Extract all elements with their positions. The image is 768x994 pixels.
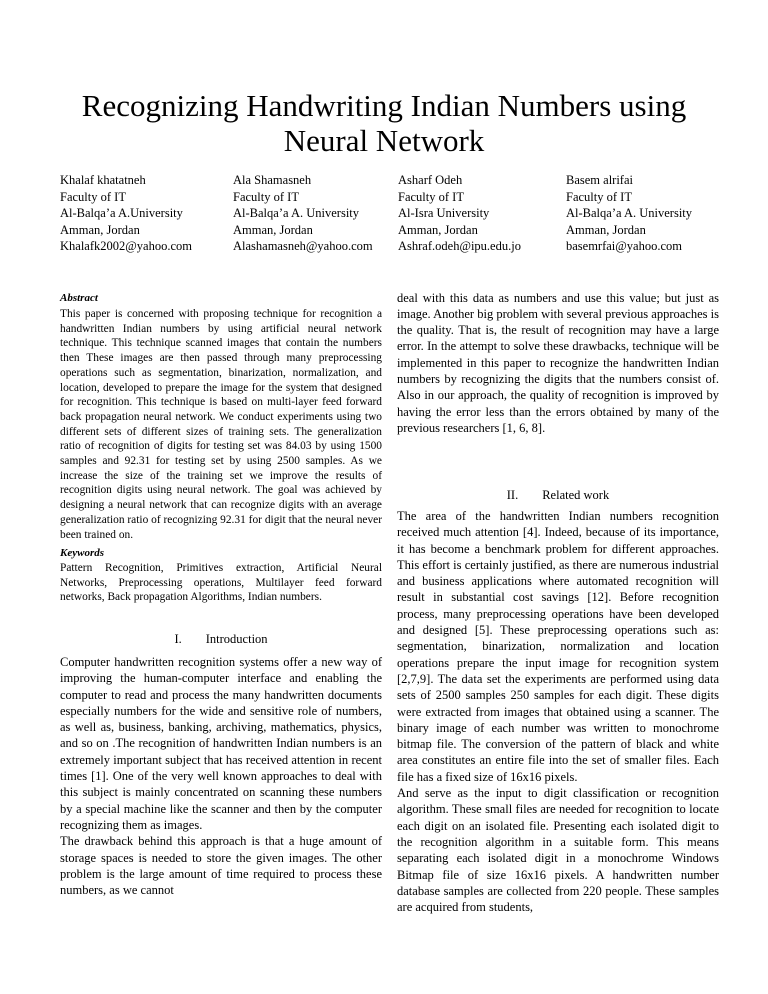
section-heading-introduction xyxy=(60,632,382,647)
paragraph: The drawback behind this approach is that a huge amount of storage spaces is needed to store the given images. The other problem is the large amount of time required to process these numbers, as we cannot xyxy=(60,834,382,898)
author-institution: Al-Balqa’a A. University xyxy=(566,206,693,220)
author-dept: Faculty of IT xyxy=(233,189,299,204)
author-institution: Al-Isra University xyxy=(398,206,490,220)
author-block-4 xyxy=(566,172,692,255)
author-location: Amman, Jordan xyxy=(60,222,140,237)
author-location: Amman, Jordan xyxy=(566,222,646,237)
related-work-body xyxy=(397,508,719,915)
introduction-continued xyxy=(397,277,719,449)
author-name: Khalaf khatatneh xyxy=(60,173,146,187)
author-location: Amman, Jordan xyxy=(398,222,478,237)
author-block-3 xyxy=(398,172,521,255)
keywords-text: Pattern Recognition, Primitives extraction, Artificial Neural Networks, Preprocessing operations, Multilayer feed forward networks, Back propagation Algorithms, Indian numbers. xyxy=(60,562,382,604)
author-dept: Faculty of IT xyxy=(60,189,126,204)
author-email: basemrfai@yahoo.com xyxy=(566,239,682,253)
paper-title: Recognizing Handwriting Indian Numbers using Neural Network xyxy=(81,88,687,158)
author-name: Asharf Odeh xyxy=(398,173,463,187)
author-block-2 xyxy=(233,172,373,255)
paragraph: The area of the handwritten Indian numbers recognition received much attention [4]. Indeed, because of its importance, it has become a benchmark problem for different approaches. This effort is certainly justified, as there are numerous industrial and business applications where automated recognition will result in substantial cost savings [12]. Before recognition process, many preprocessing operations have been developed and designed [5]. These preprocessing operations such as: segmentation, binarization, normalization and location operations prepare the input image for recognition system [2,7,9]. The data set the experiments are performed using data sets of 2500 samples 250 samples for each digit. These digits were extracted from images that obtained using a scanner. The binary image of each number was written to monochrome bitmap file. The conversion of the pattern of black and white area constitutes an entire file into the set of smaller files. Each file has a fixed size of 16x16 pixels. xyxy=(397,509,719,784)
section-number: II. xyxy=(506,488,519,502)
abstract-text: This paper is concerned with proposing technique for recognition a handwritten Indian numbers by using artificial neural network technique. This technique scanned images that contain the numbers then These images are then passed through many preprocessing operations such as segmentation, binarization, normalization, and location, developed to prepare the image for the system that designed for recognition. This technique is based on multi-layer feed forward back propagation neural network. We conduct experiments using two different sets of different sizes of training sets. The generalization ratio of recognition of digits for testing set was 84.03 by using 1500 samples and 92.31 for testing set by using 2500 samples. As we increase the size of the training set we improve the results of recognition digits using neural network. The goal was achieved by designing a neural network that can recognize digits with an average generalization ratio of recognizing 92.31 for digit that the neural never been trained on. xyxy=(60,308,382,541)
author-institution: Al-Balqa’a A. University xyxy=(233,206,360,220)
paragraph: Computer handwritten recognition systems offer a new way of improving the human-computer interface and enabling the computer to read and process the many handwritten documents especially numbers for the wide and sensitive role of numbers, as well as, business, banking, archiving, mathematics, physics, and so on .The recognition of handwritten Indian numbers is an extremely important subject that has received attention in recent times [1]. One of the very well known approaches to deal with this subject is mainly concentrated on scanning these numbers by a special machine like the scanner and then by the computer recognizing them as images. xyxy=(60,655,382,832)
paragraph: And serve as the input to digit classification or recognition algorithm. These small files are needed for recognition to locate each digit on an isolated file. Presenting each isolated digit to the recognition algorithm in a suitable form. This means separating each isolated digit in a monochrome Windows Bitmap file of size 16x16 pixels. A handwritten number database samples are collected from 220 people. These samples are acquired from students, xyxy=(397,786,719,915)
author-name: Basem alrifai xyxy=(566,173,633,187)
keywords-heading: Keywords xyxy=(60,547,104,559)
section-heading-related-work xyxy=(397,488,719,503)
author-location: Amman, Jordan xyxy=(233,222,313,237)
abstract-heading: Abstract xyxy=(60,292,98,304)
introduction-body xyxy=(60,654,382,898)
author-dept: Faculty of IT xyxy=(398,189,464,204)
author-block-1 xyxy=(60,172,192,255)
author-email: Khalafk2002@yahoo.com xyxy=(60,239,192,253)
author-name: Ala Shamasneh xyxy=(233,173,312,187)
section-title: Related work xyxy=(542,488,610,502)
author-dept: Faculty of IT xyxy=(566,189,632,204)
author-institution: Al-Balqa’a A.University xyxy=(60,206,183,220)
section-title: Introduction xyxy=(205,632,268,646)
author-email: Ashraf.odeh@ipu.edu.jo xyxy=(398,239,521,253)
section-number: I. xyxy=(174,632,182,646)
paragraph: deal with this data as numbers and use this value; but just as image. Another big problem with several previous approaches is the quality. That is, the result of recognition may have a large error. In the attempt to solve these drawbacks, technique will be implemented in this paper to recognize the handwritten Indian numbers by recognizing the digits that the numbers consist of. Also in our approach, the quality of recognition is improved by having the error less than the errors obtained by many of the previous researchers [1, 6, 8]. xyxy=(397,290,719,435)
author-email: Alashamasneh@yahoo.com xyxy=(233,239,373,253)
